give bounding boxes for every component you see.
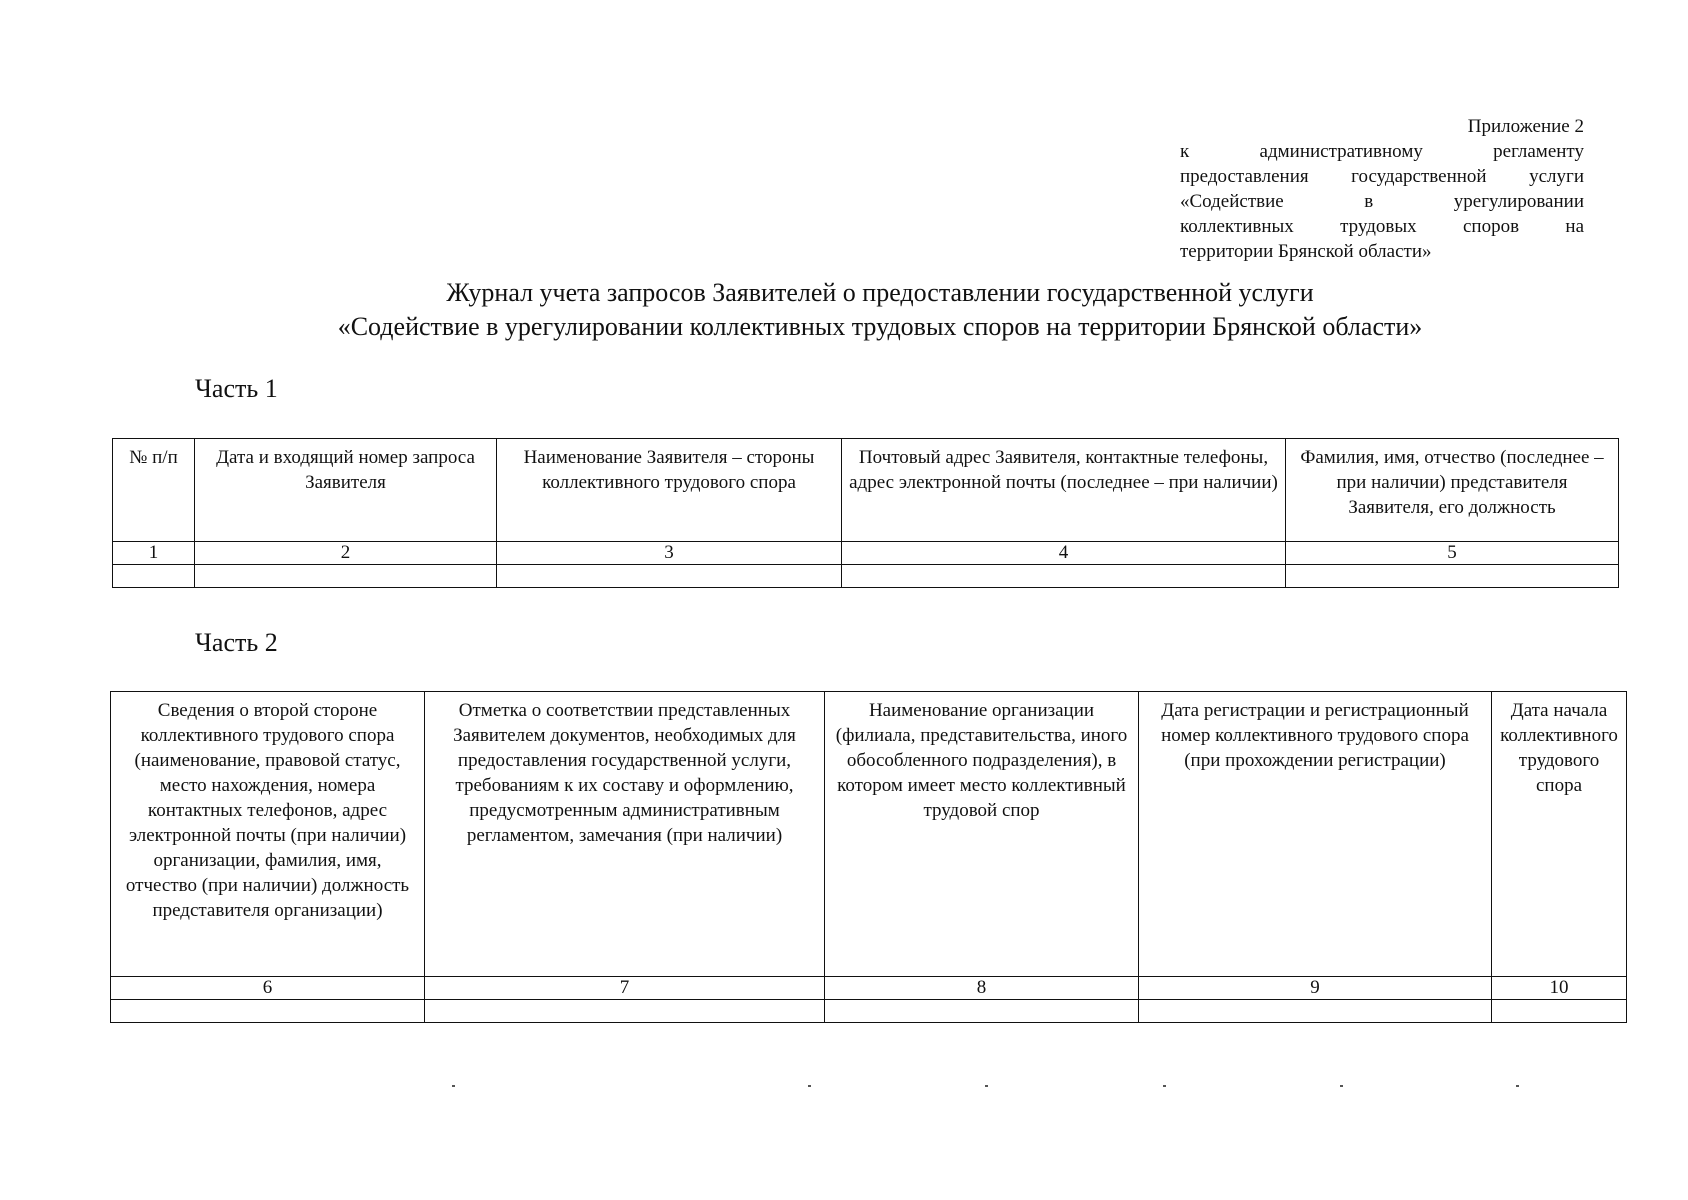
- header-cell-number: № п/п: [113, 439, 195, 542]
- document-title-line-1: Журнал учета запросов Заявителей о предоставлении государственной услуги: [446, 278, 1314, 307]
- header-cell-start-date: Дата начала коллективного трудового спора: [1492, 692, 1627, 977]
- appendix-line: коллективных трудовых споров на: [1180, 216, 1584, 237]
- part1-title: Часть 1: [195, 374, 278, 403]
- table-header-row: [111, 692, 1627, 977]
- appendix-line: «Содействие в урегулировании: [1180, 191, 1584, 212]
- empty-cell: [113, 565, 195, 588]
- scan-specks: [0, 1085, 1688, 1095]
- empty-cell: [195, 565, 497, 588]
- appendix-line: территории Брянской области»: [1180, 241, 1432, 262]
- empty-cell: [1492, 1000, 1627, 1023]
- scan-speck: [1516, 1085, 1519, 1087]
- header-cell-second-party: Сведения о второй стороне коллективного трудового спора (наименование, правовой статус, место нахождения, номера контактных телефонов, адрес электронной почты (при наличии) организации, фамилия, имя, отчество (при наличии) должность представителя организации): [111, 692, 425, 977]
- scan-speck: [808, 1085, 811, 1087]
- empty-cell: [825, 1000, 1139, 1023]
- header-cell-request-date: Дата и входящий номер запроса Заявителя: [195, 439, 497, 542]
- empty-cell: [1286, 565, 1619, 588]
- appendix-line: предоставления государственной услуги: [1180, 166, 1584, 187]
- column-number: 2: [195, 542, 497, 565]
- table-header-row: [113, 439, 1619, 542]
- column-number: 6: [111, 977, 425, 1000]
- header-cell-registration: Дата регистрации и регистрационный номер коллективного трудового спора (при прохождении регистрации): [1139, 692, 1492, 977]
- column-number: 3: [497, 542, 842, 565]
- part1-table: [112, 438, 1619, 588]
- column-number: 1: [113, 542, 195, 565]
- header-cell-applicant-name: Наименование Заявителя – стороны коллективного трудового спора: [497, 439, 842, 542]
- appendix-title: Приложение 2: [1467, 116, 1584, 137]
- part2-title: Часть 2: [195, 628, 278, 657]
- scan-speck: [1340, 1085, 1343, 1087]
- column-number: 10: [1492, 977, 1627, 1000]
- empty-cell: [425, 1000, 825, 1023]
- part2-table: [110, 691, 1627, 1023]
- header-cell-organization: Наименование организации (филиала, представительства, иного обособленного подразделения), в котором имеет место коллективный трудовой спор: [825, 692, 1139, 977]
- empty-cell: [1139, 1000, 1492, 1023]
- column-number: 9: [1139, 977, 1492, 1000]
- appendix-note: [1180, 114, 1584, 264]
- scan-speck: [452, 1085, 455, 1087]
- column-number: 7: [425, 977, 825, 1000]
- scan-speck: [985, 1085, 988, 1087]
- document-title-line-2: «Содействие в урегулировании коллективных трудовых споров на территории Брянской области»: [337, 312, 1423, 341]
- column-number-row: [113, 542, 1619, 565]
- table-row: [113, 565, 1619, 588]
- document-title: [100, 276, 1660, 344]
- empty-cell: [111, 1000, 425, 1023]
- table-row: [111, 1000, 1627, 1023]
- header-cell-compliance-mark: Отметка о соответствии представленных Заявителем документов, необходимых для предоставления государственной услуги, требованиям к их составу и оформлению, предусмотренным административным регламентом, замечания (при наличии): [425, 692, 825, 977]
- column-number: 4: [842, 542, 1286, 565]
- column-number: 5: [1286, 542, 1619, 565]
- appendix-line: к административному регламенту: [1180, 141, 1584, 162]
- scan-speck: [1163, 1085, 1166, 1087]
- empty-cell: [842, 565, 1286, 588]
- header-cell-representative: Фамилия, имя, отчество (последнее – при наличии) представителя Заявителя, его должность: [1286, 439, 1619, 542]
- header-cell-postal-address: Почтовый адрес Заявителя, контактные телефоны, адрес электронной почты (последнее – при наличии): [842, 439, 1286, 542]
- empty-cell: [497, 565, 842, 588]
- column-number-row: [111, 977, 1627, 1000]
- column-number: 8: [825, 977, 1139, 1000]
